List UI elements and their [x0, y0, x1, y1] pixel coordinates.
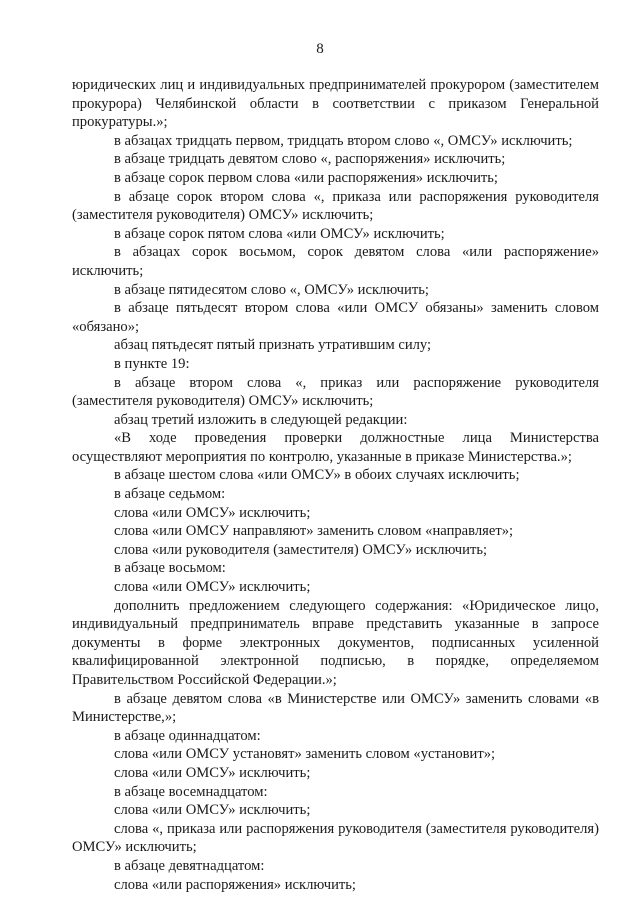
document-paragraph: слова «или ОМСУ» исключить; — [114, 504, 311, 521]
document-body — [72, 76, 599, 894]
document-paragraph: юридических лиц и индивидуальных предпринимателей прокурором (заместителем прокурора) Челябинской области в соответствии с приказом Генеральной прокуратуры.»; — [72, 77, 599, 131]
document-paragraph: слова «или распоряжения» исключить; — [114, 876, 356, 893]
document-paragraph: в абзаце девятом слова «в Министерстве или ОМСУ» заменить словами «в Министерстве,»; — [72, 690, 599, 726]
document-paragraph: «В ходе проведения проверки должностные лица Министерства осуществляют мероприятия по контролю, указанные в приказе Министерства.»; — [72, 430, 599, 465]
document-paragraph: абзац пятьдесят пятый признать утратившим силу; — [114, 337, 432, 354]
page-number: 8 — [316, 41, 324, 57]
document-paragraph: слова «или ОМСУ» исключить; — [114, 764, 311, 781]
document-paragraph: в абзаце девятнадцатом: — [114, 857, 265, 874]
document-paragraph: в абзаце пятьдесят втором слова «или ОМСУ обязаны» заменить словом «обязано»; — [72, 300, 599, 335]
document-paragraph: в абзаце сорок втором слова «, приказа или распоряжения руководителя (заместителя руководителя) ОМСУ» исключить; — [72, 188, 599, 224]
document-paragraph: в абзаце сорок пятом слова «или ОМСУ» исключить; — [114, 225, 445, 242]
document-paragraph: слова «, приказа или распоряжения руководителя (заместителя руководителя) ОМСУ» исключить; — [72, 820, 599, 856]
document-paragraph: в абзацах тридцать первом, тридцать втором слово «, ОМСУ» исключить; — [114, 132, 573, 149]
document-paragraph: в абзаце одиннадцатом: — [114, 727, 261, 744]
document-paragraph: слова «или руководителя (заместителя) ОМСУ» исключить; — [114, 541, 488, 558]
document-paragraph: в абзаце седьмом: — [114, 486, 226, 503]
document-paragraph: в абзаце тридцать девятом слово «, распоряжения» исключить; — [114, 151, 506, 168]
document-paragraph: абзац третий изложить в следующей редакции: — [114, 411, 408, 428]
document-paragraph: слова «или ОМСУ» исключить; — [114, 579, 311, 596]
document-paragraph: дополнить предложением следующего содержания: «Юридическое лицо, индивидуальный предприниматель вправе представить указанные в запросе документы в форме электронных документов, подписанных усиленной квалифицированной электронной подписью, в порядке, определяемом Правительством Российской Федерации.»; — [72, 597, 599, 688]
document-paragraph: в абзаце сорок первом слова «или распоряжения» исключить; — [114, 169, 498, 186]
document-paragraph: в абзацах сорок восьмом, сорок девятом слова «или распоряжение» исключить; — [72, 244, 599, 279]
document-paragraph: в абзаце пятидесятом слово «, ОМСУ» исключить; — [114, 281, 429, 298]
document-paragraph: слова «или ОМСУ направляют» заменить словом «направляет»; — [114, 523, 514, 540]
document-paragraph: в абзаце восемнадцатом: — [114, 783, 268, 800]
document-paragraph: слова «или ОМСУ» исключить; — [114, 802, 311, 819]
document-paragraph: в пункте 19: — [114, 355, 190, 372]
document-paragraph: в абзаце шестом слова «или ОМСУ» в обоих случаях исключить; — [114, 467, 520, 484]
document-paragraph: слова «или ОМСУ установят» заменить словом «установит»; — [114, 746, 496, 763]
document-paragraph: в абзаце втором слова «, приказ или распоряжение руководителя (заместителя руководителя) ОМСУ» исключить; — [72, 374, 599, 410]
document-paragraph: в абзаце восьмом: — [114, 560, 226, 577]
